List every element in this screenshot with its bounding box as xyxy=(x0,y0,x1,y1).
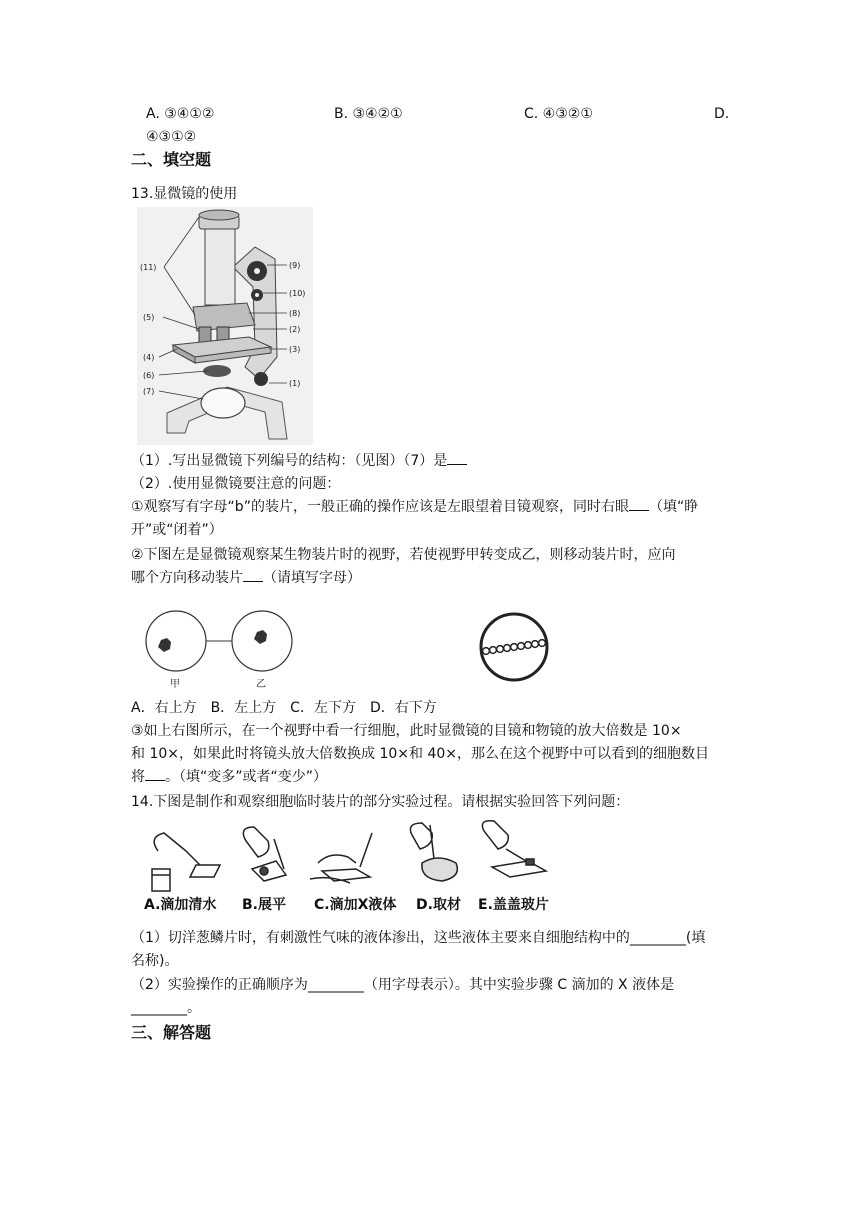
q14-part1-line1: （1）切洋葱鳞片时，有刺激性气味的液体渗出，这些液体主要来自细胞结构中的________(填 xyxy=(131,930,706,946)
q13-item2-hint: （请填写字母） xyxy=(263,570,361,586)
q14-part2-line1: （2）实验操作的正确顺序为________（用字母表示）。其中实验步骤 C 滴加的 X 液体是 xyxy=(131,977,675,993)
label-6: (6) xyxy=(143,371,155,380)
q13-part1 xyxy=(131,450,467,472)
q13-title: 13.显微镜的使用 xyxy=(131,186,238,202)
answer-blank xyxy=(145,766,165,781)
option-d: D. xyxy=(714,106,730,122)
label-5: (5) xyxy=(143,313,155,322)
label-11: (11) xyxy=(140,263,157,272)
label-yi: 乙 xyxy=(256,679,266,690)
q13-part1-text: （1）.写出显微镜下列编号的结构：（见图）（7）是 xyxy=(131,453,448,469)
q13-part2-item1-line2: 开”或“闭着”） xyxy=(131,522,223,538)
q13-part2-item1-line1 xyxy=(131,496,698,518)
answer-blank xyxy=(243,567,263,582)
option-b: B. ③④②① xyxy=(334,106,403,122)
slide-steps-figure xyxy=(134,819,556,915)
step-label-e: E.盖盖玻片 xyxy=(478,897,549,913)
option-a: A. ③④①② xyxy=(146,106,215,122)
q13-part2-item2-line1: ②下图左是显微镜观察某生物装片时的视野，若使视野甲转变成乙，则移动装片时，应向 xyxy=(131,547,676,563)
cell-row-figure xyxy=(478,611,550,683)
option-c: C. ④③②① xyxy=(524,106,593,122)
q13-item2-text: 哪个方向移动装片 xyxy=(131,570,243,586)
step-label-a: A.滴加清水 xyxy=(144,897,217,913)
section-title-fill-in: 二、填空题 xyxy=(131,150,212,169)
label-8: (8) xyxy=(289,309,301,318)
section-title-answer: 三、解答题 xyxy=(131,1023,212,1042)
label-7: (7) xyxy=(143,387,155,396)
label-jia: 甲 xyxy=(170,679,180,690)
q13-part2-item3-line2: 和 10×，如果此时将镜头放大倍数换成 10×和 40×，那么在这个视野中可以看到的细胞数目 xyxy=(131,746,709,762)
q13-part2-item3-line1: ③如上右图所示，在一个视野中看一行细胞，此时显微镜的目镜和物镜的放大倍数是 10× xyxy=(131,723,682,739)
q13-item3-hint: 。（填“变多”或者“变少”） xyxy=(165,769,328,785)
q13-item1-text: ①观察写有字母“b”的装片，一般正确的操作应该是左眼望着目镜观察，同时右眼 xyxy=(131,499,629,515)
option-d-continued: ④③①② xyxy=(146,129,197,145)
step-label-d: D.取材 xyxy=(416,897,461,913)
microscope-figure xyxy=(137,207,313,445)
label-1: (1) xyxy=(289,379,301,388)
label-10: (10) xyxy=(289,289,306,298)
q13-item1-hint: （填“睁 xyxy=(648,499,699,515)
label-4: (4) xyxy=(143,353,155,362)
q13-item3-text: 将 xyxy=(131,769,145,785)
step-label-c: C.滴加X液体 xyxy=(314,897,397,913)
q13-part2-item2-line2 xyxy=(131,567,361,589)
step-label-b: B.展平 xyxy=(242,897,286,913)
q14-title: 14.下图是制作和观察细胞临时装片的部分实验过程。请根据实验回答下列问题： xyxy=(131,794,630,810)
q14-part2-line2: ________。 xyxy=(131,1000,201,1016)
q13-part2-item3-line3 xyxy=(131,766,327,788)
label-9: (9) xyxy=(289,261,301,270)
label-3: (3) xyxy=(289,345,301,354)
q13-direction-choices: A．右上方 B．左上方 C．左下方 D．右下方 xyxy=(131,700,437,716)
q14-part1-line2: 名称)。 xyxy=(131,953,179,969)
answer-blank xyxy=(629,496,649,511)
view-shift-figure xyxy=(140,603,300,691)
answer-blank xyxy=(447,450,467,465)
q13-part2: （2）.使用显微镜要注意的问题： xyxy=(131,476,341,492)
label-2: (2) xyxy=(289,325,301,334)
